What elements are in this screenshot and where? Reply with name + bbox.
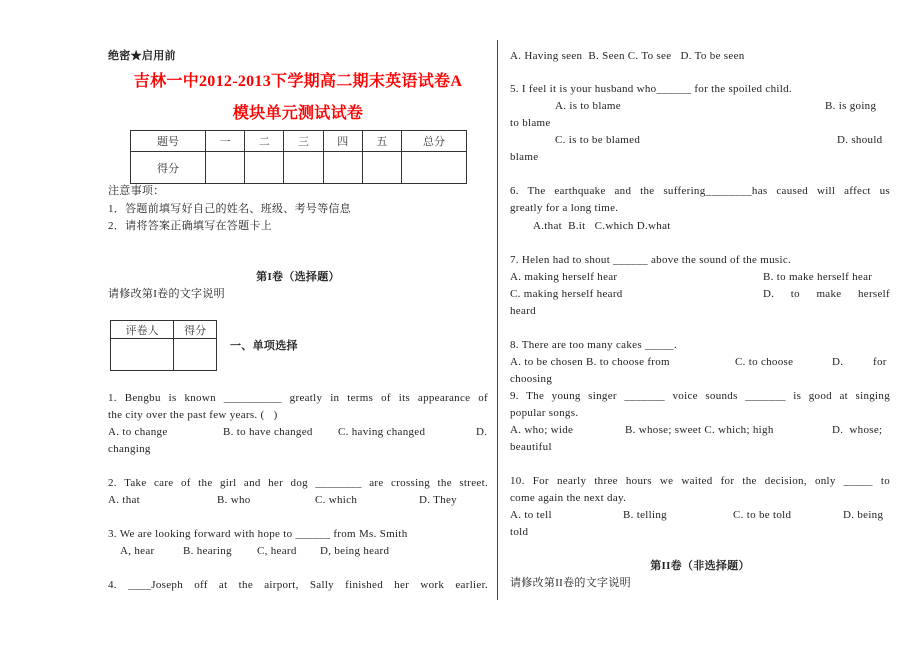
option-a: A, hear <box>120 545 155 557</box>
header-cell: 一 <box>206 131 245 152</box>
option-d: D. <box>832 356 844 368</box>
option-d: D. whose; <box>832 424 883 436</box>
note-item: 2．请将答案正确填写在答题卡上 <box>108 220 272 232</box>
option-d: D. being <box>843 509 884 521</box>
question-7: 7. Helen had to shout ______ above the sound of the music. <box>510 254 792 266</box>
grader-cell: 评卷人 <box>111 321 174 339</box>
option-c: C. having changed <box>338 426 426 438</box>
option-d: D. to make herself <box>763 288 890 300</box>
score-cell <box>323 152 362 184</box>
option-d: D. <box>476 426 488 438</box>
option-c: C. which <box>315 494 358 506</box>
header-cell: 题号 <box>131 131 206 152</box>
q4-options: A. Having seen B. Seen C. To see D. To be seen <box>510 50 745 62</box>
grader-cell <box>111 339 174 371</box>
option-a: A. to change <box>108 426 168 438</box>
option-a: A. who; wide <box>510 424 574 436</box>
option-c: C. making herself heard <box>510 288 623 300</box>
row-label: 得分 <box>131 152 206 184</box>
option-b: B. is going <box>825 100 877 112</box>
option-b: B. telling <box>623 509 667 521</box>
header-cell: 总分 <box>402 131 467 152</box>
question-10: 10. For nearly three hours we waited for the decision, only _____ to <box>510 475 890 487</box>
option-a: A. to tell <box>510 509 552 521</box>
notes-title: 注意事项： <box>108 185 165 197</box>
header-cell: 三 <box>284 131 323 152</box>
grader-table <box>110 320 217 371</box>
score-cell: 得分 <box>174 321 217 339</box>
score-cell <box>362 152 401 184</box>
part-title: 一、单项选择 <box>230 340 298 352</box>
option-a: A. that <box>108 494 141 506</box>
question-4: 4. ____Joseph off at the airport, Sally finished her work earlier. <box>108 579 488 591</box>
section1-note: 请修改第I卷的文字说明 <box>108 288 225 300</box>
option-d-text: blame <box>510 151 539 163</box>
option-b: B. who <box>217 494 251 506</box>
q6-options: A.that B.it C.which D.what <box>533 220 671 232</box>
option-a: A. making herself hear <box>510 271 618 283</box>
question-5: 5. I feel it is your husband who______ for the spoiled child. <box>510 83 792 95</box>
option-d-text: told <box>510 526 529 538</box>
option-b: B. to make herself hear <box>763 271 873 283</box>
question-1: 1. Bengbu is known __________ greatly in terms of its appearance of <box>108 392 488 404</box>
score-cell <box>174 339 217 371</box>
header-cell: 二 <box>245 131 284 152</box>
question-2: 2. Take care of the girl and her dog ________ are crossing the street. <box>108 477 488 489</box>
question-9: 9. The young singer _______ voice sounds _______ is good at singing <box>510 390 890 402</box>
option-c: C. to be told <box>733 509 792 521</box>
option-d: D. should <box>837 134 883 146</box>
option-c: C. is to be blamed <box>555 134 641 146</box>
header-cell: 五 <box>362 131 401 152</box>
question-text: greatly for a long time. <box>510 202 619 214</box>
option-b-c: B. whose; sweet C. which; high <box>625 424 774 436</box>
option-d-text: beautiful <box>510 441 552 453</box>
score-table <box>130 130 467 184</box>
note-item: 1．答题前填写好自己的姓名、班级、考号等信息 <box>108 203 352 215</box>
question-3: 3. We are looking forward with hope to ______ from Ms. Smith <box>108 528 408 540</box>
section2-note: 请修改第II卷的文字说明 <box>510 577 631 589</box>
option-a: A. is to blame <box>555 100 621 112</box>
option-a-b: A. to be chosen B. to choose from <box>510 356 670 368</box>
option-d-text: for <box>873 356 887 368</box>
question-text: the city over the past few years. ( ) <box>108 409 278 421</box>
option-d: D, being heard <box>320 545 390 557</box>
section1-title: 第I卷（选择题） <box>256 271 340 283</box>
question-text: popular songs. <box>510 407 579 419</box>
header-cell: 四 <box>323 131 362 152</box>
score-cell <box>245 152 284 184</box>
option-d-text: heard <box>510 305 536 317</box>
score-cell <box>206 152 245 184</box>
score-cell <box>284 152 323 184</box>
question-text: come again the next day. <box>510 492 627 504</box>
question-8: 8. There are too many cakes _____. <box>510 339 677 351</box>
exam-subtitle: 模块单元测试试卷 <box>232 105 364 122</box>
option-b: B. to have changed <box>223 426 313 438</box>
question-6: 6. The earthquake and the suffering________has caused will affect us <box>510 185 890 197</box>
option-d: D. They <box>419 494 457 506</box>
option-b: B. hearing <box>183 545 232 557</box>
option-d-text: changing <box>108 443 151 455</box>
score-cell <box>402 152 467 184</box>
option-c: C, heard <box>257 545 297 557</box>
option-b-text: to blame <box>510 117 551 129</box>
option-d-text: choosing <box>510 373 553 385</box>
column-divider <box>497 40 498 600</box>
option-c: C. to choose <box>735 356 794 368</box>
exam-title: 吉林一中2012-2013下学期高二期末英语试卷A <box>133 73 463 90</box>
section2-title: 第II卷（非选择题） <box>650 560 750 572</box>
confidential-label: 绝密★启用前 <box>108 50 176 62</box>
